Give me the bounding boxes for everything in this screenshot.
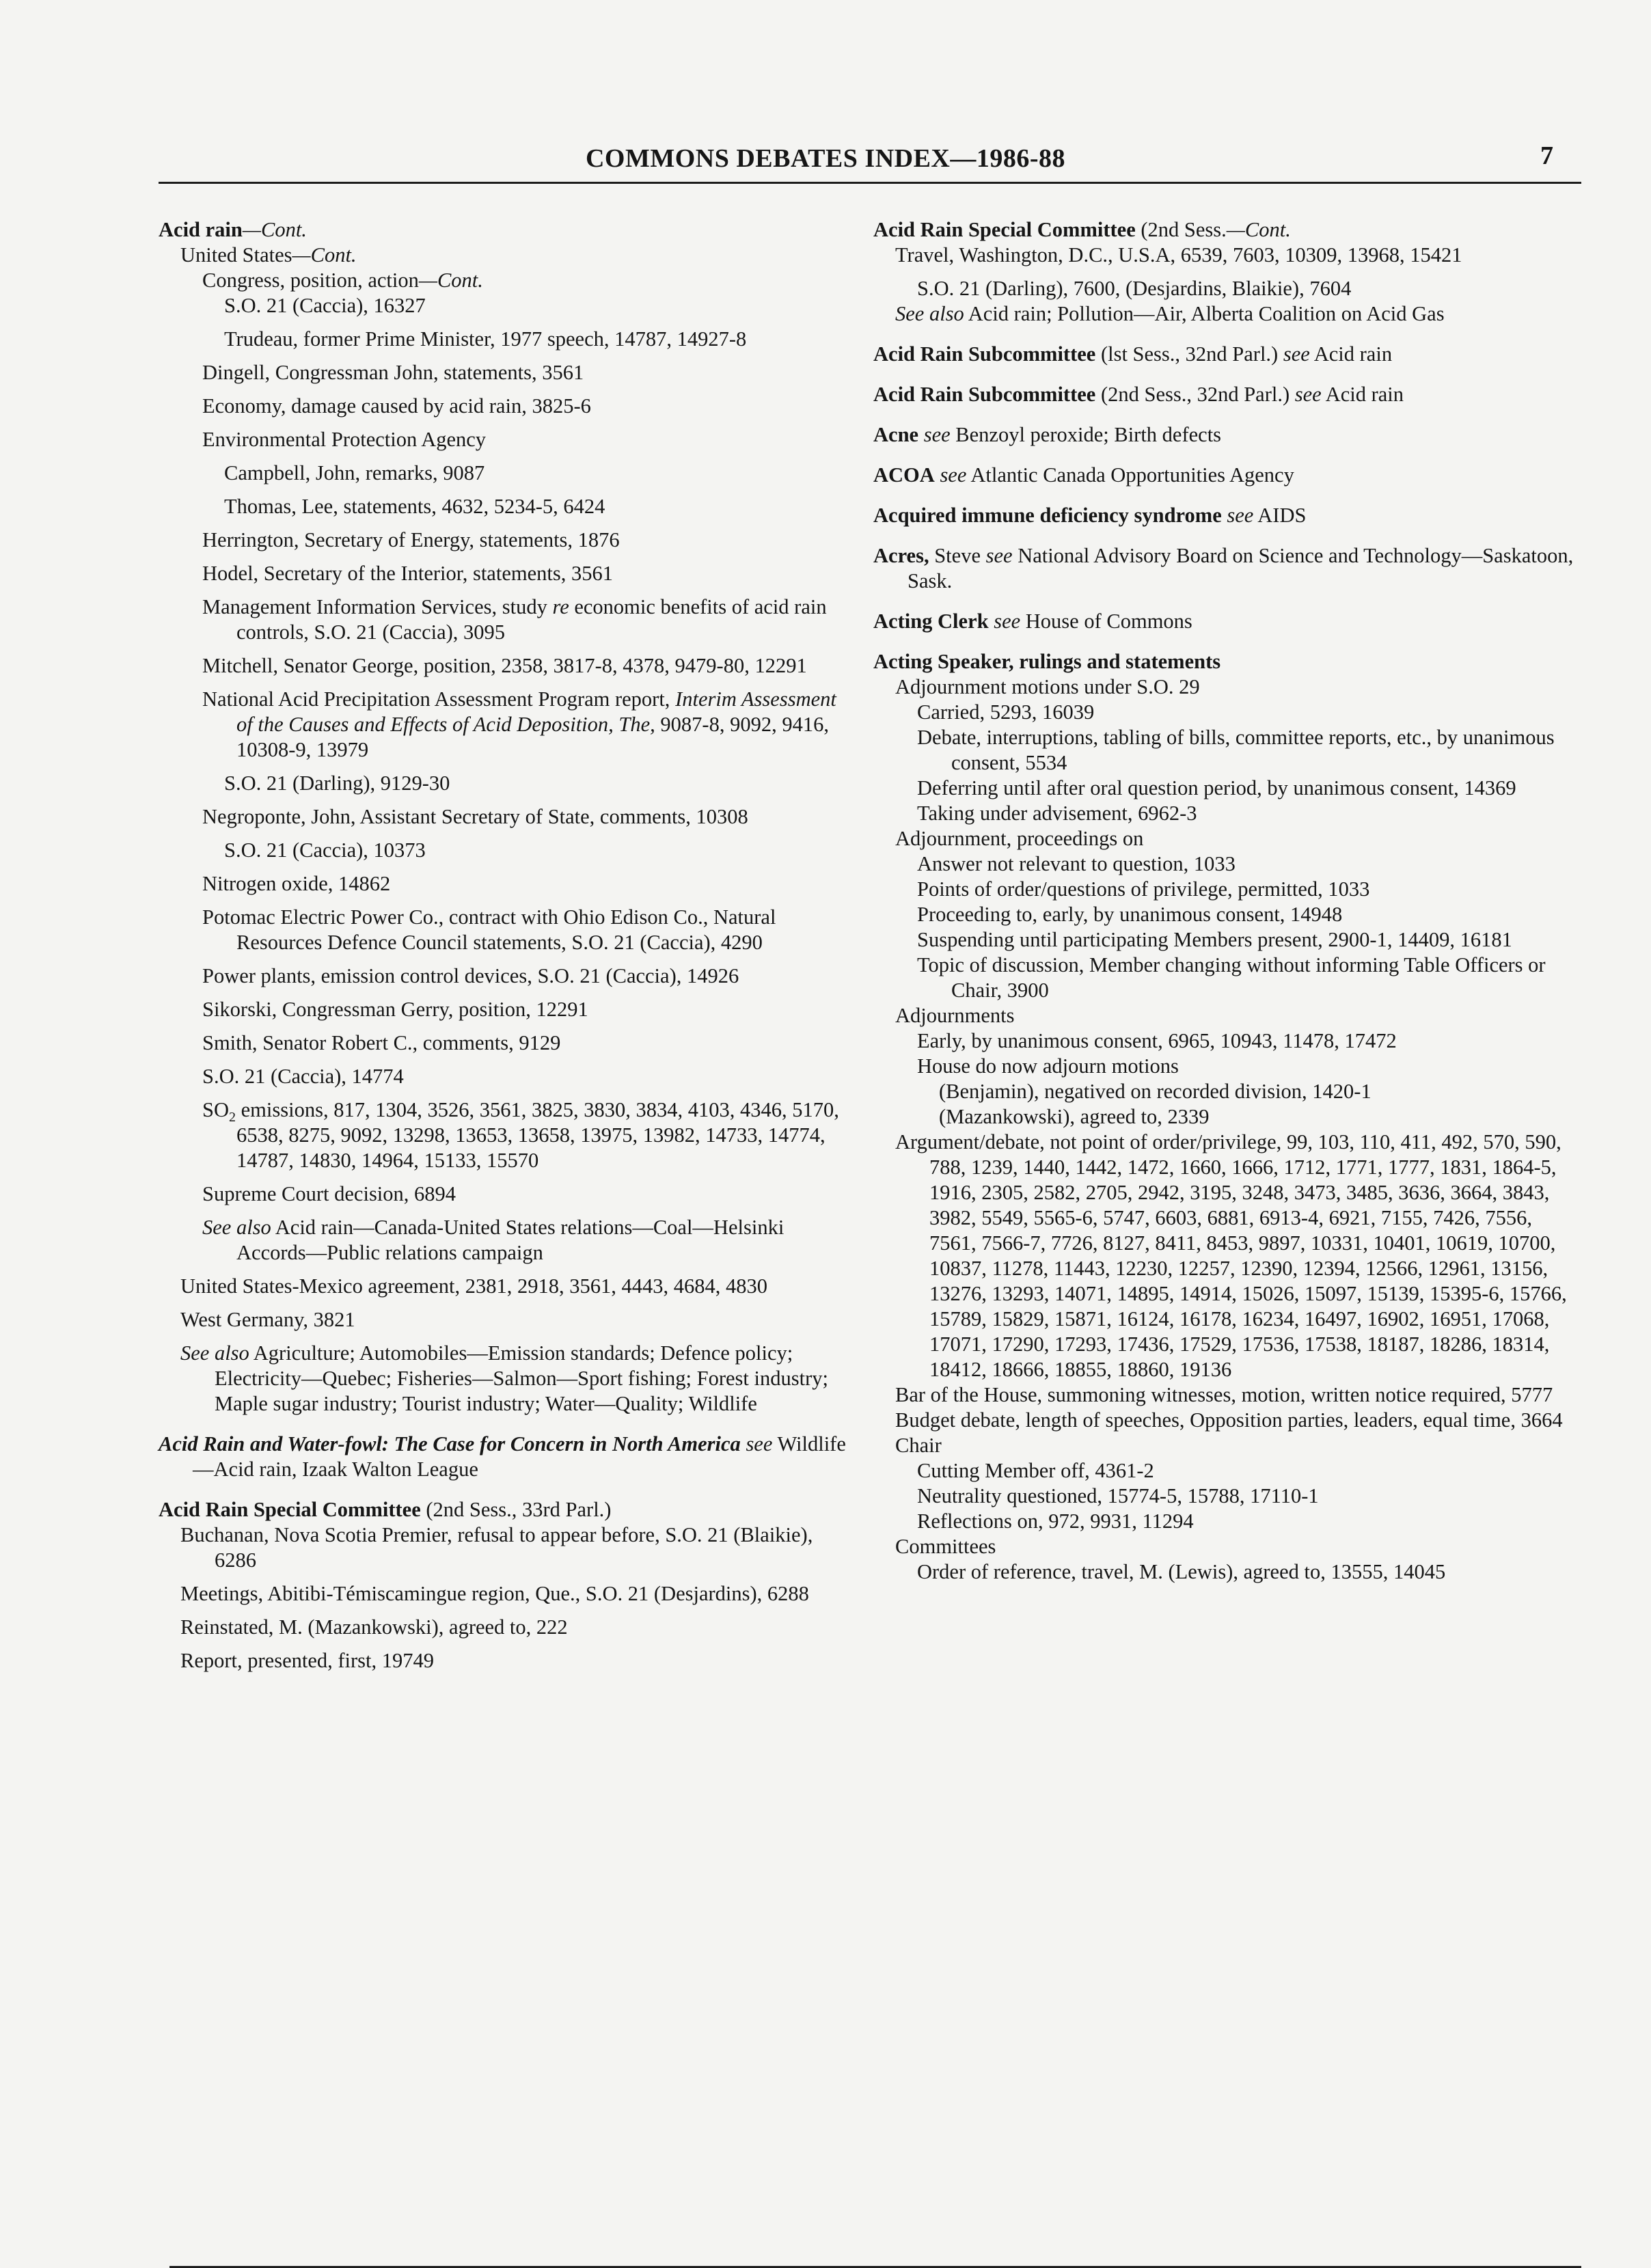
entry-text: (Benjamin), negatived on recorded division, 1420-1 xyxy=(939,1080,1372,1103)
index-subentry xyxy=(873,851,1577,877)
entry-text: S.O. 21 (Caccia), 10373 xyxy=(224,838,426,862)
entry-text: Reinstated, M. (Mazankowski), agreed to, 222 xyxy=(180,1615,568,1639)
entry-text: Meetings, Abitibi-Témiscamingue region, Que., S.O. 21 (Desjardins), 6288 xyxy=(180,1582,809,1605)
heading-term: ACOA xyxy=(873,463,935,487)
index-subentry xyxy=(873,1509,1577,1534)
continuation-marker: —Cont. xyxy=(418,269,483,292)
index-subentry xyxy=(873,301,1577,327)
entry-text: West Germany, 3821 xyxy=(180,1308,355,1331)
cross-reference-marker: see xyxy=(1294,383,1322,406)
index-subentry xyxy=(159,427,849,452)
entry-text: S.O. 21 (Caccia), 14774 xyxy=(202,1065,404,1088)
entry-text: Dingell, Congressman John, statements, 3561 xyxy=(202,361,584,384)
entry-text: Steve xyxy=(934,544,981,567)
index-heading xyxy=(873,543,1577,594)
cross-reference-marker: See also xyxy=(895,302,964,325)
entry-text: Deferring until after oral question period, by unanimous consent, 14369 xyxy=(917,776,1516,800)
heading-term: Acid Rain Subcommittee xyxy=(873,342,1096,366)
entry-text: Buchanan, Nova Scotia Premier, refusal to appear before, S.O. 21 (Blaikie), 6286 xyxy=(180,1523,813,1572)
index-subentry xyxy=(159,327,849,352)
index-heading xyxy=(159,217,849,243)
heading-term: Acid Rain Subcommittee xyxy=(873,383,1096,406)
index-subentry xyxy=(159,771,849,796)
entry-text: Acid rain; Pollution—Air, Alberta Coalition on Acid Gas xyxy=(968,302,1445,325)
entry-text: Report, presented, first, 19749 xyxy=(180,1649,435,1672)
index-heading xyxy=(873,649,1577,674)
cross-reference-marker: See also xyxy=(202,1216,271,1239)
entry-text: Thomas, Lee, statements, 4632, 5234-5, 6424 xyxy=(224,495,605,518)
index-subentry xyxy=(873,927,1577,953)
cross-reference-target: Benzoyl peroxide; Birth defects xyxy=(955,423,1222,446)
entry-text: Environmental Protection Agency xyxy=(202,428,487,451)
entry-text: Adjournment motions under S.O. 29 xyxy=(895,675,1200,698)
index-subentry xyxy=(873,674,1577,700)
heading-term: Acting Clerk xyxy=(873,610,989,633)
entry-text: Points of order/questions of privilege, permitted, 1033 xyxy=(917,877,1370,901)
cross-reference-marker: see xyxy=(994,610,1021,633)
continuation-marker: —Cont. xyxy=(242,218,307,241)
index-subentry xyxy=(159,293,849,318)
heading-term: Acres, xyxy=(873,544,929,567)
index-subentry xyxy=(159,1615,849,1640)
index-subentry xyxy=(873,1130,1577,1382)
index-subentry xyxy=(159,1522,849,1573)
entry-text: Supreme Court decision, 6894 xyxy=(202,1182,456,1205)
index-subentry xyxy=(159,1064,849,1089)
cross-reference-target: Atlantic Canada Opportunities Agency xyxy=(970,463,1294,487)
index-subentry xyxy=(159,1648,849,1673)
entry-text: Management Information Services, study xyxy=(202,595,547,618)
entry-text: S.O. 21 (Darling), 7600, (Desjardins, Blaikie), 7604 xyxy=(917,277,1352,300)
cross-reference-marker: see xyxy=(923,423,951,446)
index-subentry xyxy=(159,1030,849,1056)
index-subentry xyxy=(873,1534,1577,1559)
index-subentry xyxy=(159,804,849,830)
entry-text: Carried, 5293, 16039 xyxy=(917,700,1095,724)
index-subentry xyxy=(873,1408,1577,1433)
entry-text: Trudeau, former Prime Minister, 1977 speech, 14787, 14927-8 xyxy=(224,327,747,351)
entry-text: Herrington, Secretary of Energy, statements, 1876 xyxy=(202,528,620,551)
index-subentry xyxy=(873,801,1577,826)
cross-reference-marker: Interim Assessment of the Causes and Effects of Acid Deposition, The, xyxy=(236,687,836,736)
index-subentry xyxy=(159,1181,849,1207)
index-subentry xyxy=(159,1581,849,1607)
index-subentry xyxy=(159,871,849,897)
index-subentry xyxy=(873,1079,1577,1104)
entry-text: Early, by unanimous consent, 6965, 10943, 11478, 17472 xyxy=(917,1029,1397,1052)
index-column-left xyxy=(159,217,849,1673)
entry-text: Adjournments xyxy=(895,1004,1015,1027)
index-subentry xyxy=(873,953,1577,1003)
cross-reference-marker: see xyxy=(1283,342,1310,366)
index-subentry xyxy=(873,1559,1577,1585)
cross-reference-target: National Advisory Board on Science and Technology—Saskatoon, Sask. xyxy=(908,544,1574,592)
entry-text: Economy, damage caused by acid rain, 3825-6 xyxy=(202,394,591,418)
entry-text: United States xyxy=(180,243,292,267)
entry-text: Suspending until participating Members present, 2900-1, 14409, 16181 xyxy=(917,928,1512,951)
index-heading xyxy=(873,382,1577,407)
entry-text: Budget debate, length of speeches, Opposition parties, leaders, equal time, 3664 xyxy=(895,1408,1563,1432)
entry-text: Neutrality questioned, 15774-5, 15788, 17110-1 xyxy=(917,1484,1319,1507)
heading-term: Acne xyxy=(873,423,919,446)
index-subentry xyxy=(159,1097,849,1173)
index-subentry xyxy=(159,687,849,763)
index-heading xyxy=(873,609,1577,634)
continuation-marker: —Cont. xyxy=(292,243,357,267)
index-heading xyxy=(873,422,1577,448)
index-subentry xyxy=(159,268,849,293)
index-column-right xyxy=(873,217,1577,1585)
index-subentry xyxy=(159,494,849,519)
entry-text: (2nd Sess., 32nd Parl.) xyxy=(1100,383,1290,406)
index-heading xyxy=(159,1432,849,1482)
entry-text: Order of reference, travel, M. (Lewis), agreed to, 13555, 14045 xyxy=(917,1560,1446,1583)
index-subentry xyxy=(873,1458,1577,1484)
entry-text: House do now adjourn motions xyxy=(917,1054,1179,1078)
heading-term: Acid Rain Special Committee xyxy=(873,218,1136,241)
index-subentry xyxy=(159,905,849,955)
index-heading xyxy=(873,503,1577,528)
header-rule xyxy=(159,182,1581,184)
entry-text: National Acid Precipitation Assessment Program report, xyxy=(202,687,670,711)
entry-text: Nitrogen oxide, 14862 xyxy=(202,872,391,895)
heading-term: Acid Rain Special Committee xyxy=(159,1498,421,1521)
index-subentry xyxy=(159,1215,849,1266)
index-subentry xyxy=(873,1484,1577,1509)
entry-text: (lst Sess., 32nd Parl.) xyxy=(1100,342,1279,366)
index-subentry xyxy=(873,902,1577,927)
index-subentry xyxy=(159,394,849,419)
cross-reference-target: House of Commons xyxy=(1025,610,1192,633)
index-subentry xyxy=(159,964,849,989)
cross-reference-marker: See also xyxy=(180,1341,249,1365)
index-heading xyxy=(873,463,1577,488)
entry-text: Committees xyxy=(895,1535,996,1558)
index-subentry xyxy=(873,1104,1577,1130)
entry-text: SO xyxy=(202,1098,229,1121)
index-subentry xyxy=(159,528,849,553)
entry-text: Congress, position, action xyxy=(202,269,419,292)
continuation-marker: —Cont. xyxy=(1226,218,1291,241)
entry-text: (2nd Sess., 33rd Parl.) xyxy=(426,1498,612,1521)
entry-text: Agriculture; Automobiles—Emission standards; Defence policy; Electricity—Quebec; Fisheries—Salmon—Sport fishing; Forest industry; Maple sugar industry; Tourist industry; Water—Quality; Wildlife xyxy=(215,1341,828,1415)
cross-reference-target: Acid rain xyxy=(1325,383,1404,406)
entry-text: Smith, Senator Robert C., comments, 9129 xyxy=(202,1031,561,1054)
index-subentry xyxy=(873,1054,1577,1079)
entry-text: Mitchell, Senator George, position, 2358, 3817-8, 4378, 9479-80, 12291 xyxy=(202,654,807,677)
index-subentry xyxy=(159,461,849,486)
subscript: 2 xyxy=(229,1110,236,1125)
index-subentry xyxy=(873,1433,1577,1458)
index-subentry xyxy=(873,826,1577,851)
index-subentry xyxy=(873,243,1577,268)
index-subentry xyxy=(159,360,849,385)
index-subentry xyxy=(159,243,849,268)
entry-text: Power plants, emission control devices, S.O. 21 (Caccia), 14926 xyxy=(202,964,739,987)
entry-text: emissions, 817, 1304, 3526, 3561, 3825, 3830, 3834, 4103, 4346, 5170, 6538, 8275, 9092, 13298, 13653, 13658, 13975, 13982, 14733, 14774, 14787, 14830, 14964, 15133, 15570 xyxy=(236,1098,839,1172)
entry-text: United States-Mexico agreement, 2381, 2918, 3561, 4443, 4684, 4830 xyxy=(180,1274,767,1298)
entry-text: Proceeding to, early, by unanimous consent, 14948 xyxy=(917,903,1343,926)
index-subentry xyxy=(873,776,1577,801)
entry-text: Answer not relevant to question, 1033 xyxy=(917,852,1236,875)
index-subentry xyxy=(159,838,849,863)
entry-text: Sikorski, Congressman Gerry, position, 12291 xyxy=(202,998,588,1021)
index-subentry xyxy=(159,1341,849,1417)
entry-text: Hodel, Secretary of the Interior, statements, 3561 xyxy=(202,562,613,585)
cross-reference-marker: see xyxy=(940,463,967,487)
index-heading xyxy=(873,217,1577,243)
index-subentry xyxy=(159,595,849,645)
index-subentry xyxy=(159,1274,849,1299)
entry-text: Negroponte, John, Assistant Secretary of State, comments, 10308 xyxy=(202,805,748,828)
entry-text: economic benefits of acid rain controls, S.O. 21 (Caccia), 3095 xyxy=(236,595,827,644)
index-subentry xyxy=(873,276,1577,301)
cross-reference-target: Acid rain xyxy=(1313,342,1393,366)
entry-text: Argument/debate, not point of order/privilege, 99, 103, 110, 411, 492, 570, 590, 788, 1239, 1440, 1442, 1472, 1660, 1666, 1712, 1771, 1777, 1831, 1864-5, 1916, 2305, 2582, 2705, 2942, 3195, 3248, 3473, 3485, 3636, 3664, 3843, 3982, 5549, 5565-6, 5747, 6603, 6881, 6913-4, 6921, 7155, 7426, 7556, 7561, 7566-7, 7726, 8127, 8411, 8453, 9897, 10331, 10401, 10619, 10700, 10837, 11278, 11443, 12230, 12257, 12390, 12394, 12566, 12961, 13156, 13276, 13293, 14071, 14895, 14914, 15026, 15097, 15139, 15395-6, 15766, 15789, 15829, 15871, 16124, 16178, 16234, 16497, 16902, 16951, 17068, 17071, 17290, 17293, 17436, 17529, 17536, 17538, 18187, 18286, 18314, 18412, 18666, 18855, 18860, 19136 xyxy=(895,1130,1567,1381)
entry-text: Cutting Member off, 4361-2 xyxy=(917,1459,1154,1482)
heading-term: Acting Speaker, rulings and statements xyxy=(873,650,1221,673)
index-subentry xyxy=(159,653,849,679)
page-header-title: COMMONS DEBATES INDEX—1986-88 xyxy=(585,144,1066,173)
entry-text: Potomac Electric Power Co., contract with Ohio Edison Co., Natural Resources Defence Council statements, S.O. 21 (Caccia), 4290 xyxy=(202,905,776,954)
index-subentry xyxy=(159,561,849,586)
page-number: 7 xyxy=(1540,141,1553,170)
entry-text: Taking under advisement, 6962-3 xyxy=(917,802,1197,825)
entry-text: Bar of the House, summoning witnesses, motion, written notice required, 5777 xyxy=(895,1383,1553,1406)
entry-text: 9087-8, 9092, 9416, 10308-9, 13979 xyxy=(236,713,829,761)
index-subentry xyxy=(873,725,1577,776)
entry-text: Chair xyxy=(895,1434,942,1457)
entry-text: Wildlife—Acid rain, Izaak Walton League xyxy=(193,1432,846,1481)
index-subentry xyxy=(873,700,1577,725)
cross-reference-marker: re xyxy=(552,595,569,618)
heading-term: Acquired immune deficiency syndrome xyxy=(873,504,1222,527)
entry-text: Travel, Washington, D.C., U.S.A, 6539, 7603, 10309, 13968, 15421 xyxy=(895,243,1462,267)
cross-reference-marker: see xyxy=(746,1432,773,1456)
index-subentry xyxy=(159,1307,849,1333)
cross-reference-marker: see xyxy=(985,544,1013,567)
index-heading xyxy=(159,1497,849,1522)
entry-text: (Mazankowski), agreed to, 2339 xyxy=(939,1105,1210,1128)
index-subentry xyxy=(873,1382,1577,1408)
index-subentry xyxy=(873,877,1577,902)
cross-reference-marker: see xyxy=(1227,504,1254,527)
entry-text: S.O. 21 (Darling), 9129-30 xyxy=(224,771,450,795)
index-subentry xyxy=(873,1028,1577,1054)
entry-text: Acid rain—Canada-United States relations—Coal—Helsinki Accords—Public relations campaign xyxy=(236,1216,784,1264)
entry-text: Reflections on, 972, 9931, 11294 xyxy=(917,1509,1194,1533)
entry-text: Campbell, John, remarks, 9087 xyxy=(224,461,485,484)
heading-title: Acid Rain and Water-fowl: The Case for Concern in North America xyxy=(159,1432,741,1456)
cross-reference-target: AIDS xyxy=(1257,504,1307,527)
entry-text: S.O. 21 (Caccia), 16327 xyxy=(224,294,426,317)
entry-text: Topic of discussion, Member changing without informing Table Officers or Chair, 3900 xyxy=(917,953,1546,1002)
entry-text: Adjournment, proceedings on xyxy=(895,827,1144,850)
heading-term: Acid rain xyxy=(159,218,243,241)
index-subentry xyxy=(159,997,849,1022)
entry-text: (2nd Sess. xyxy=(1141,218,1227,241)
entry-text: Debate, interruptions, tabling of bills, committee reports, etc., by unanimous consent, 5534 xyxy=(917,726,1555,774)
index-heading xyxy=(873,342,1577,367)
index-subentry xyxy=(873,1003,1577,1028)
